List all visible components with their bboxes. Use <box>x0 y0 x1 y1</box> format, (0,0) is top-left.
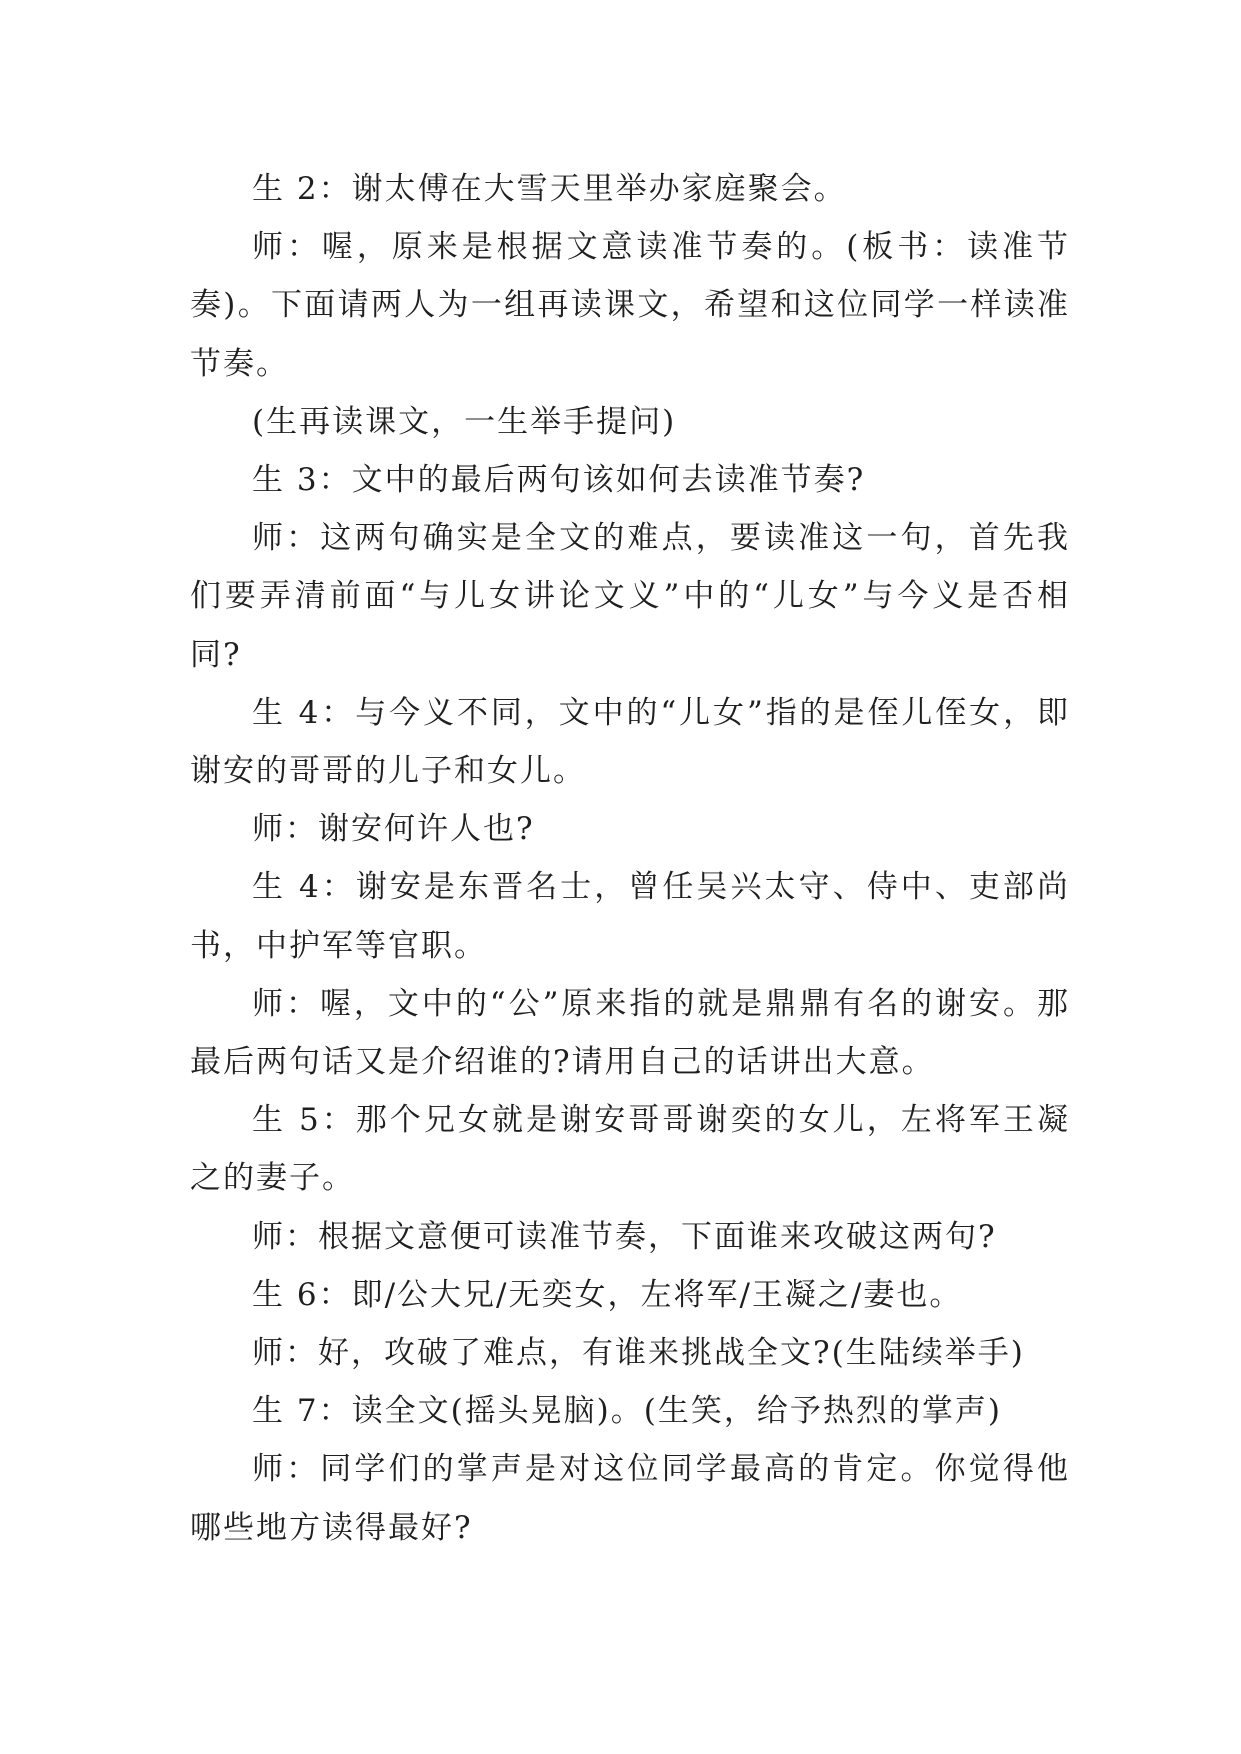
paragraph-teacher-full-text: 师：好，攻破了难点，有谁来挑战全文?(生陆续举手) <box>252 1335 1025 1372</box>
paragraph-stage-direction: (生再读课文，一生举手提问) <box>252 403 677 440</box>
paragraph-teacher-difficulty: 师：这两句确实是全文的难点，要读准这一句，首先我们要弄清前面“与儿女讲论文义”中的“儿女”与今义是否相同? <box>190 520 1070 673</box>
paragraph-teacher-gong: 师：喔，文中的“公”原来指的就是鼎鼎有名的谢安。那最后两句话又是介绍谁的?请用自己的话讲出大意。 <box>190 985 1070 1081</box>
paragraph-teacher-challenge: 师：根据文意便可读准节奏，下面谁来攻破这两句? <box>252 1218 997 1255</box>
paragraph-student-6: 生 6：即/公大兄/无奕女，左将军/王凝之/妻也。 <box>252 1276 963 1313</box>
paragraph-student-4-xiean: 生 4：谢安是东晋名士，曾任吴兴太守、侍中、吏部尚书，中护军等官职。 <box>190 869 1070 964</box>
paragraph-student-5: 生 5：那个兄女就是谢安哥哥谢奕的女儿，左将军王凝之的妻子。 <box>190 1102 1070 1197</box>
paragraph-student-2: 生 2：谢太傅在大雪天里举办家庭聚会。 <box>252 171 847 207</box>
paragraph-teacher-applause: 师：同学们的掌声是对这位同学最高的肯定。你觉得他哪些地方读得最好? <box>190 1451 1070 1546</box>
paragraph-teacher-question: 师：谢安何许人也? <box>252 811 535 848</box>
paragraph-teacher-rhythm: 师：喔，原来是根据文意读准节奏的。(板书：读准节奏)。下面请两人为一组再读课文，希望和这位同学一样读准节奏。 <box>190 229 1070 382</box>
document-body <box>190 160 1070 1557</box>
paragraph-student-3: 生 3：文中的最后两句该如何去读准节奏? <box>252 462 866 499</box>
paragraph-student-4-meaning: 生 4：与今义不同，文中的“儿女”指的是侄儿侄女，即谢安的哥哥的儿子和女儿。 <box>190 694 1070 790</box>
paragraph-student-7: 生 7：读全文(摇头晃脑)。(生笑，给予热烈的掌声) <box>252 1393 1002 1430</box>
